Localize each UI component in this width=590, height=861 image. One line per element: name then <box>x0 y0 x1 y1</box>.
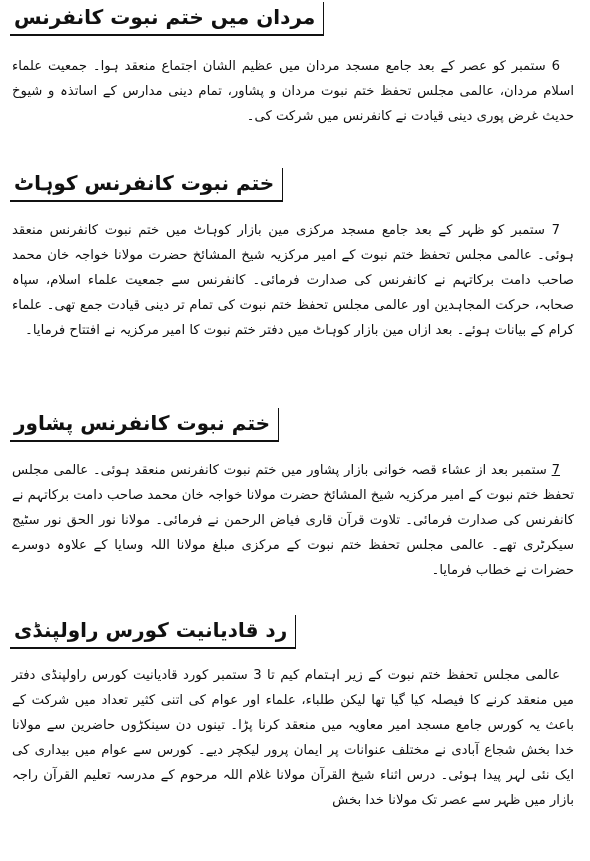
heading-text: رد قادیانیت کورس راولپنڈی <box>10 615 296 649</box>
date-number: 7 <box>551 223 560 238</box>
body-text: ستمبر بعد از عشاء قصہ خوانی بازار پشاور میں ختم نبوت کانفرنس منعقد ہوئی۔ عالمی مجلس تحفظ ختم نبوت کے امیر مرکزیہ شیخ المشائخ حضرت مولانا خواجہ خان محمد صاحب دامت برکاتہم نے کانفرنس کی صدارت فرمائی۔ تلاوت قرآن قاری فیاض الرحمن نے فرمائی۔ مولانا نور الحق نور سٹیج سیکرٹری تھے۔ عالمی مجلس تحفظ ختم نبوت کے مرکزی مبلغ مولانا اللہ وسایا کے علاوہ دوسرے حضرات نے خطاب فرمایا۔ <box>12 463 574 578</box>
section-rawalpindi <box>10 615 578 813</box>
body-text: عالمی مجلس تحفظ ختم نبوت کے زیر اہتمام کیم تا 3 ستمبر کورد قادیانیت کورس راولپنڈی دفتر میں منعقد کرنے کا فیصلہ کیا گیا تھا لیکن طلباء، علماء اور عوام کی اتنی کثیر تعداد میں شرکت کے باعث یہ کورس جامع مسجد امیر معاویہ میں منعقد کرنا پڑا۔ تینوں دن سینکڑوں حاضرین سے مولانا خدا بخش شجاع آبادی نے مختلف عنوانات پر ایمان پرور لیکچر دیے۔ کورس سے عوام میں بیداری کی ایک نئی لہر پیدا ہوئی۔ درس اثناء شیخ القرآن مولانا غلام اللہ مرحوم کے مدرسہ تعلیم القرآن راجہ بازار میں ظہر سے عصر تک مولانا خدا بخش <box>12 668 574 808</box>
section-peshawar <box>10 408 578 583</box>
date-number: 7 <box>551 463 560 478</box>
body-text: ستمبر کو عصر کے بعد جامع مسجد مردان میں عظیم الشان اجتماع منعقد ہوا۔ جمعیت علماء اسلام مردان، عالمی مجلس تحفظ ختم نبوت مردان و پشاور، تمام دینی مدارس کے اساتذہ و شیوخ حدیث غرض پوری دینی قیادت نے کانفرنس میں شرکت کی۔ <box>12 59 574 124</box>
section-kohat <box>10 168 578 343</box>
heading-text: مردان میں ختم نبوت کانفرنس <box>10 2 324 36</box>
section-body <box>10 218 578 343</box>
section-heading <box>10 168 578 202</box>
section-heading <box>10 615 578 649</box>
section-body <box>10 663 578 813</box>
section-body <box>10 54 578 129</box>
section-mardan <box>10 2 578 129</box>
section-body <box>10 458 578 583</box>
heading-text: ختم نبوت کانفرنس پشاور <box>10 408 279 442</box>
body-text: ستمبر کو ظہر کے بعد جامع مسجد مرکزی مین بازار کوہاٹ میں ختم نبوت کانفرنس منعقد ہوئی۔ عالمی مجلس تحفظ ختم نبوت کے امیر مرکزیہ شیخ المشائخ حضرت مولانا خواجہ خان محمد صاحب دامت برکاتہم نے کانفرنس کی صدارت فرمائی۔ کانفرنس سے جمعیت علماء اسلام، سپاہ صحابہ، حرکت المجاہدین اور عالمی مجلس تحفظ ختم نبوت کی تمام تر دینی قیادت جمع تھی۔ علماء کرام کے بیانات ہوئے۔ بعد ازاں مین بازار کوہاٹ میں دفتر ختم نبوت کا امیر مرکزیہ نے افتتاح فرمایا۔ <box>12 223 574 338</box>
date-number: 6 <box>551 59 560 74</box>
heading-text: ختم نبوت کانفرنس کوہاٹ <box>10 168 283 202</box>
section-heading <box>10 2 578 36</box>
section-heading <box>10 408 578 442</box>
